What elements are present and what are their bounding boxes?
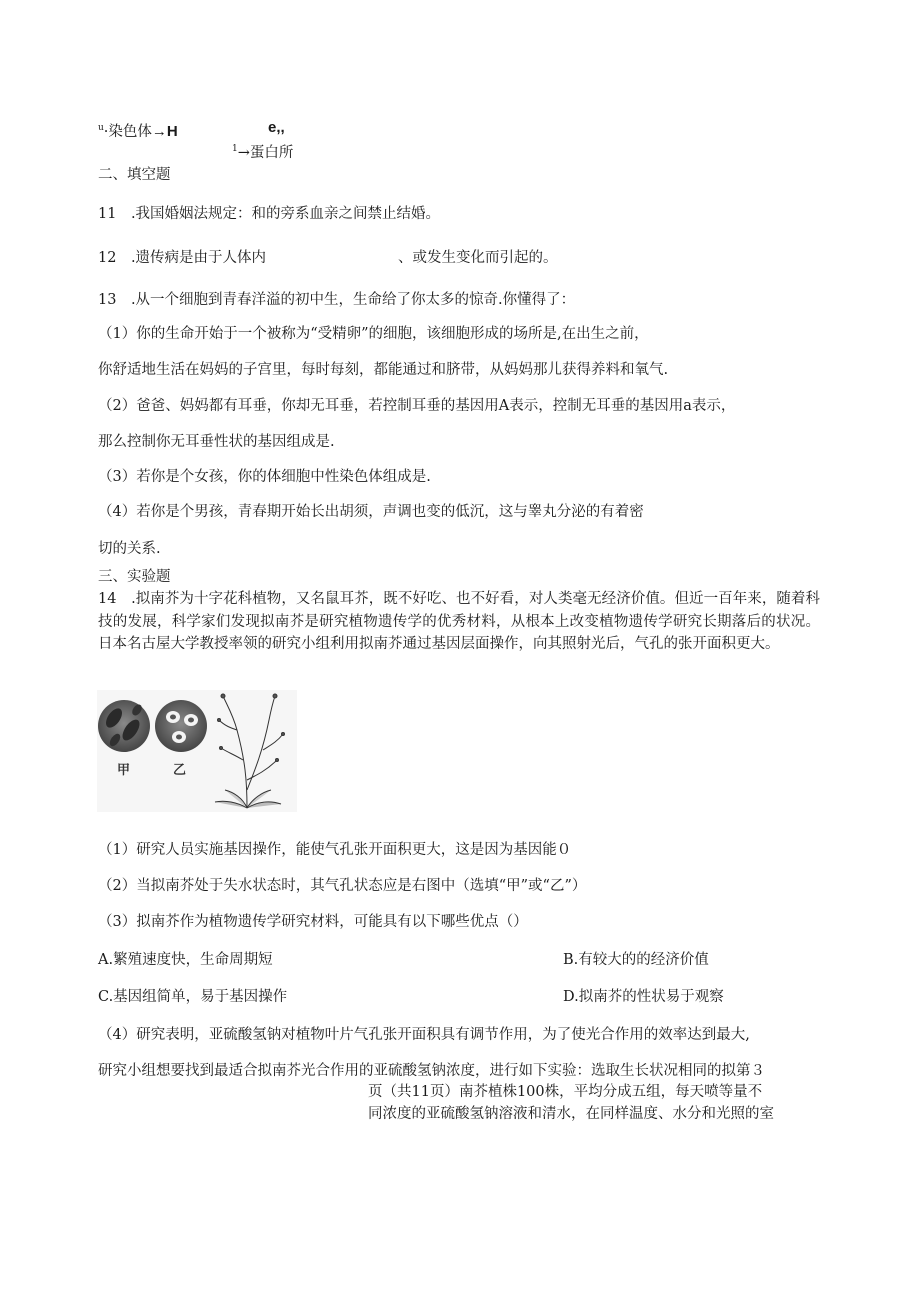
sub-index: 1 — [232, 144, 238, 154]
stomata-yi-image — [155, 700, 207, 752]
header-line — [98, 118, 178, 142]
option-b: B.有较大的的经济价值 — [563, 952, 709, 968]
question-14-4a: （4）研究表明，亚硫酸氢钠对植物叶片气孔张开面积具有调节作用，为了使光合作用的效率达到最大, — [98, 1027, 750, 1043]
option-a: A.繁殖速度快，生命周期短 — [98, 952, 273, 968]
question-13-1a: （1）你的生命开始于一个被称为“受精卵”的细胞，该细胞形成的场所是,在出生之前， — [98, 326, 649, 342]
question-14-intro: 14 .拟南芥为十字花科植物，又名鼠耳芥，既不好吃、也不好看，对人类毫无经济价值。但近一百年来，随着科技的发展，科学家们发现拟南芥是研究植物遗传学的优秀材料，从根本上改变植物遗传学研究长期落后的状况。日本名古屋大学教授率领的研究小组利用拟南芥通过基因层面操作，向其照射光后，气孔的张开面积更大。 — [98, 591, 820, 652]
header-prefix: u — [98, 123, 104, 133]
question-12-part-b: 、或发生变化而引起的。 — [398, 250, 558, 266]
label-jia: 甲 — [117, 763, 131, 778]
protein-line — [232, 139, 293, 163]
stomata-jia-image — [98, 700, 150, 752]
question-13-2a: （2）爸爸、妈妈都有耳垂，你却无耳垂，若控制耳垂的基因用A表示，控制无耳垂的基因用a表示， — [98, 398, 736, 414]
question-13-4a: （4）若你是个男孩，青春期开始长出胡须，声调也变的低沉，这与睾丸分泌的有着密 — [98, 504, 644, 520]
question-13-4b: 切的关系. — [98, 541, 161, 557]
question-12-part-a: 12 .遗传病是由于人体内 — [98, 250, 267, 266]
question-14-1: （1）研究人员实施基因操作，能使气孔张开面积更大，这是因为基因能０ — [98, 842, 572, 858]
question-13-2b: 那么控制你无耳垂性状的基因组成是. — [98, 434, 335, 450]
chromosome-label: ·染色体 — [103, 123, 152, 140]
stomata-figure — [97, 690, 297, 812]
question-14-4b: 研究小组想要找到最适合拟南芥光合作用的亚硫酸氢钠浓度，进行如下实验：选取生长状况相同的拟第３ — [98, 1063, 765, 1079]
option-c: C.基因组简单，易于基因操作 — [98, 989, 288, 1005]
question-14-3: （3）拟南芥作为植物遗传学研究材料，可能具有以下哪些优点（） — [98, 914, 528, 930]
section3-title: 三、实验题 — [98, 569, 171, 585]
protein-label: →蛋白所 — [237, 144, 294, 161]
section2-title: 二、填空题 — [98, 167, 171, 183]
question-11: 11 .我国婚姻法规定：和的旁系血亲之间禁止结婚。 — [98, 206, 441, 222]
question-14-2: （2）当拟南芥处于失水状态时，其气孔状态应是右图中（选填“甲”或“乙”） — [98, 878, 587, 894]
question-13-intro: 13 .从一个细胞到青春洋溢的初中生，生命给了你太多的惊奇.你懂得了： — [98, 292, 576, 308]
question-14-4d: 同浓度的亚硫酸氢钠溶液和清水，在同样温度、水分和光照的室 — [368, 1106, 774, 1122]
arrow-h-label: →H — [151, 122, 178, 140]
option-d: D.拟南芥的性状易于观察 — [563, 989, 724, 1005]
stomata-plant-illustration — [97, 690, 297, 812]
e-label: e,, — [268, 119, 285, 136]
question-13-3: （3）若你是个女孩，你的体细胞中性染色体组成是. — [98, 469, 431, 485]
label-yi: 乙 — [173, 763, 187, 778]
question-14-4c: 页（共11页）南芥植株100株，平均分成五组，每天喷等量不 — [368, 1084, 763, 1100]
question-13-1b: 你舒适地生活在妈妈的子宫里，每时每刻，都能通过和脐带，从妈妈那儿获得养料和氧气. — [98, 362, 669, 378]
